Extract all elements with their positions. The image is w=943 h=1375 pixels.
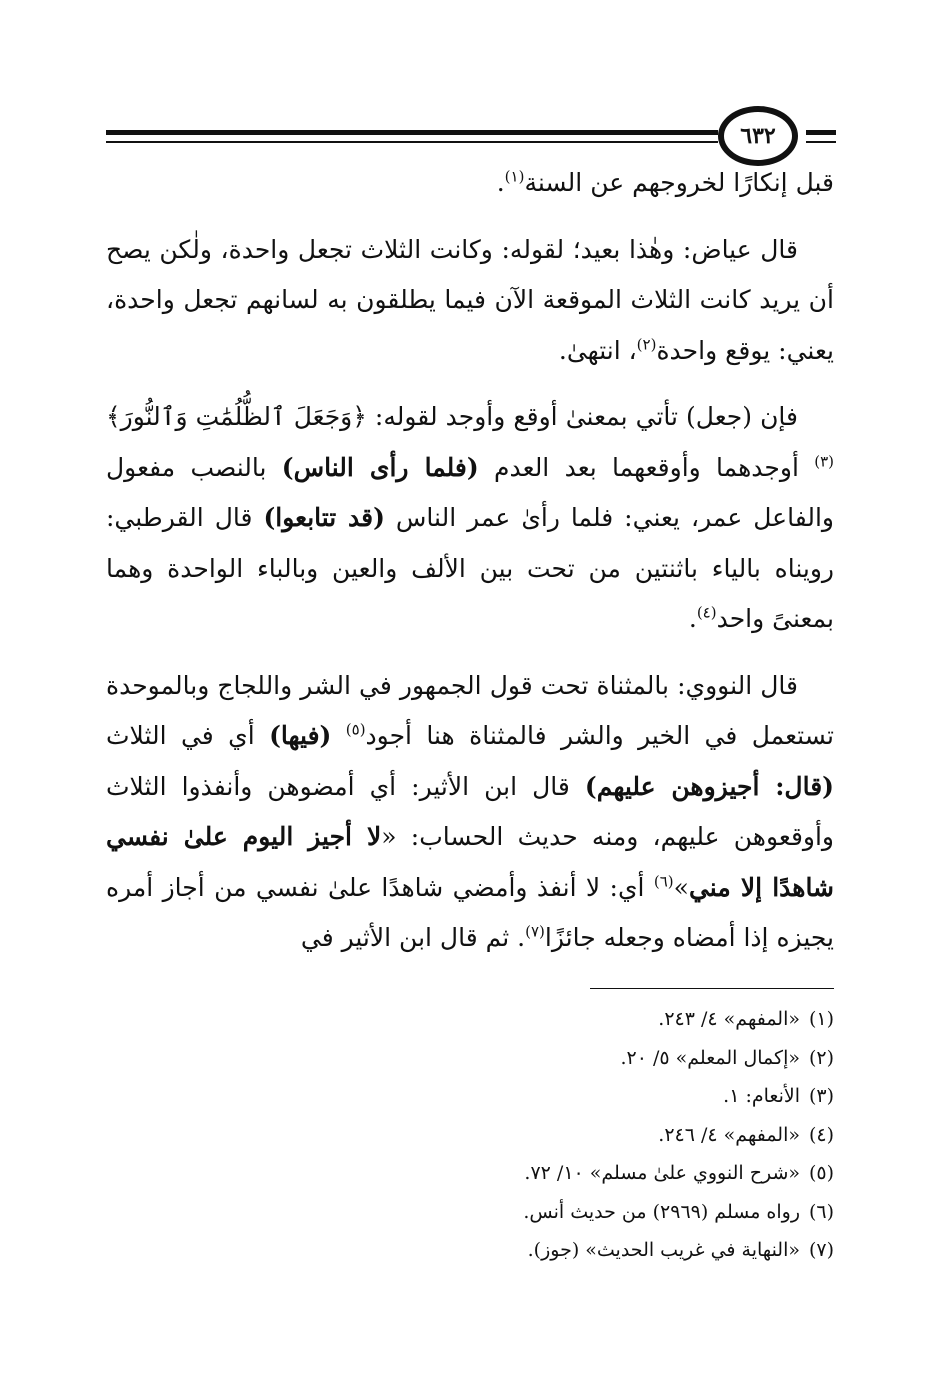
footnote-number: (٢) [808, 1046, 834, 1069]
paragraph-3: فإن (جعل) تأتي بمعنىٰ أوقع وأوجد لقوله: ﴿وَجَعَلَ ٱلظُّلُمَٰتِ وَٱلنُّورَ﴾$^{(٣)}$ أوجدهما وأوقعهما بعد العدم (فلما رأى الناس) بالنصب مفعول والفاعل عمر، يعني: فلما رأىٰ عمر الناس (قد تتابعوا) قال القرطبي: رويناه بالياء باثنتين من تحت بين الألف والعين وبالباء الواحدة وهما بمعنىً واحد$^{(٤)}$. [106, 402, 834, 633]
footnote-6 [106, 1193, 834, 1232]
footnote-text: «المفهم» ٤/ ٢٤٣. [658, 1008, 800, 1030]
footnote-number: (٥) [808, 1162, 834, 1184]
footnote-number: (٧) [808, 1239, 834, 1261]
footnote-4 [106, 1116, 834, 1155]
paragraph-2: قال عياض: وهٰذا بعيد؛ لقوله: وكانت الثلاث تجعل واحدة، ولٰكن يصح أن يريد كانت الثلاث الموقعة الآن فيما يطلقون به لسانهم تجعل واحدة، يعني: يوقع واحدة$^{(٢)}$، انتهىٰ. [106, 234, 834, 365]
footnote-number: (١) [808, 1008, 834, 1030]
bold-quote-3: (فيها) [269, 721, 332, 750]
footnote-ref-4[interactable]: (٤) [696, 603, 717, 622]
footnote-text: «شرح النووي علىٰ مسلم» ١٠/ ٧٢. [524, 1162, 800, 1184]
footnote-text: «إكمال المعلم» ٥/ ٢٠. [620, 1046, 800, 1069]
footnote-text: الأنعام: ١. [723, 1085, 800, 1107]
footnote-number: (٤) [808, 1123, 834, 1146]
header-rule-right-thick [806, 130, 836, 135]
footnote-ref-6[interactable]: (٦) [653, 872, 674, 891]
bold-quote-2: (قد تتابعوا) [263, 503, 385, 532]
footnote-7 [106, 1231, 834, 1270]
footnote-ref-2[interactable]: (٢) [636, 335, 657, 354]
footnotes-list [106, 1000, 834, 1270]
footnote-ref-3[interactable]: (٣) [814, 452, 834, 471]
header-rule-right-thin [806, 141, 836, 143]
footnote-2 [106, 1039, 834, 1078]
bold-quote-1: (فلما رأى الناس) [281, 452, 479, 482]
header-rule-thin [106, 141, 718, 143]
footnote-5 [106, 1154, 834, 1193]
page-number: ٦٣٢ [718, 106, 798, 166]
bold-quote-5: لا أجيز اليوم علىٰ نفسي شاهدًا إلا مني [106, 822, 835, 902]
footnote-ref-7[interactable]: (٧) [525, 922, 545, 941]
bold-quote-4: (قال: أجيزوهن عليهم) [584, 771, 834, 801]
footnote-number: (٦) [808, 1200, 834, 1223]
paragraph-4: قال النووي: بالمثناة تحت قول الجمهور في الشر واللجاج وبالموحدة تستعمل في الخير والشر فالمثناة هنا أجود$^{(٥)}$ (فيها) أي في الثلاث (قال: أجيزوهن عليهم) قال ابن الأثير: أي أمضوهن وأنفذوا الثلاث وأوقعوهن عليهم، ومنه حديث الحساب: «لا أجيز اليوم علىٰ نفسي شاهدًا إلا مني»$^{(٦)}$ أي: لا أنفذ وأمضي شاهدًا علىٰ نفسي من أجاز أمره يجيزه إذا أمضاه وجعله جائزًا$^{(٧)}$. ثم قال ابن الأثير في [106, 670, 835, 952]
footnote-ref-5[interactable]: (٥) [345, 720, 366, 739]
footnote-text: رواه مسلم (٢٩٦٩) من حديث أنس. [523, 1200, 800, 1223]
paragraph-1: قبل إنكارًا لخروجهم عن السنة$^{(١)}$. [496, 167, 834, 197]
footnote-1 [106, 1000, 834, 1039]
main-text [106, 158, 834, 980]
footnote-3 [106, 1077, 834, 1116]
footnote-text: «المفهم» ٤/ ٢٤٦. [658, 1123, 800, 1146]
footnote-number: (٣) [808, 1085, 834, 1107]
footnote-text: «النهاية في غريب الحديث» (جوز). [527, 1239, 800, 1261]
footnote-separator [590, 988, 834, 989]
footnote-ref-1[interactable]: (١) [504, 167, 525, 186]
header-rule-thick [106, 130, 718, 135]
